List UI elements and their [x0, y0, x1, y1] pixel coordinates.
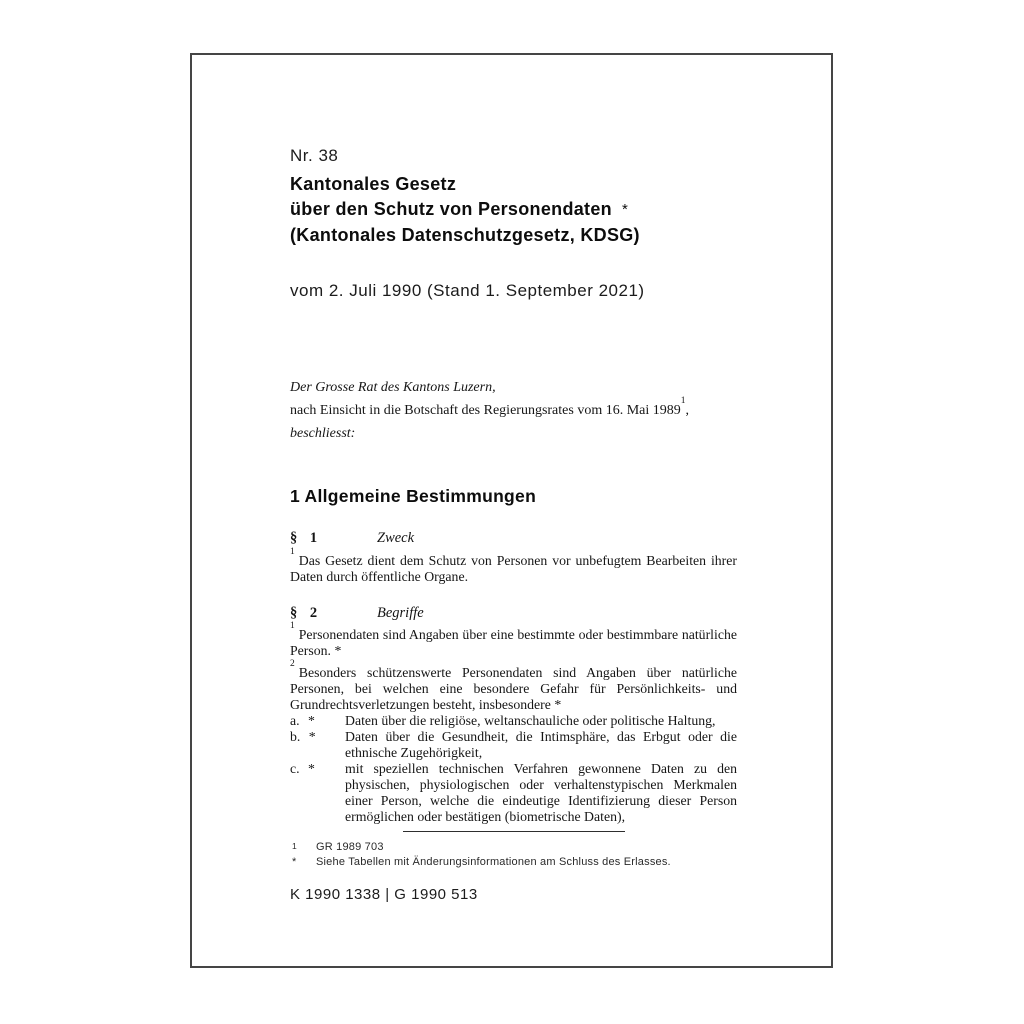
paragraph-number: 1	[290, 547, 295, 558]
doc-number: Nr. 38	[290, 146, 339, 165]
footnote-1-marker: 1	[292, 840, 297, 851]
list-item-a-marker: a. *	[290, 712, 315, 728]
list-item-a: a. * Daten über die religiöse, weltanschauliche oder politische Haltung,	[290, 712, 716, 728]
article-2-paragraph-1: $^1$Personendaten sind Angaben über eine bestimmte oder bestimmbare natürliche Person. *	[290, 621, 737, 658]
paragraph-number: 2	[290, 659, 295, 670]
footnote-divider	[403, 831, 625, 832]
article-1-head	[290, 530, 737, 547]
doc-title-line-1: Kantonales Gesetz	[290, 174, 457, 194]
document-page	[190, 53, 833, 968]
article-2-head	[290, 605, 737, 622]
article-1-title: Zweck	[377, 529, 415, 546]
preamble-enactment: beschliesst:	[290, 425, 356, 441]
preamble-authority: Der Grosse Rat des Kantons Luzern,	[290, 379, 496, 395]
list-item-c: c. * mit speziellen technischen Verfahren gewonnene Daten zu den physischen, physiologischen oder verhaltenstypischen Merkmalen einer Person, welche die eindeutige Identifizierung dieser Person ermöglichen oder bestätigen (biometrische Daten),	[290, 760, 737, 824]
title-change-marker: *	[621, 200, 629, 218]
footnotes	[290, 840, 737, 870]
publication-reference: K 1990 1338 | G 1990 513	[290, 885, 478, 903]
footnote-star-marker: *	[292, 855, 297, 868]
article-2-paragraph-2: $^2$Besonders schützenswerte Personendaten sind Angaben über natürliche Personen, bei welchen eine besondere Gefahr für Persönlichkeits- und Grundrechtsverletzungen besteht, insbesondere *	[290, 659, 737, 712]
article-1-number: § 1	[290, 529, 318, 546]
chapter-heading: 1 Allgemeine Bestimmungen	[290, 485, 537, 506]
paragraph-number: 1	[290, 621, 295, 632]
article-1-paragraph-1: $^1$Das Gesetz dient dem Schutz von Personen vor unbefugtem Bearbeiten ihrer Daten durch öffentliche Organe.	[290, 547, 737, 584]
doc-title-line-2: über den Schutz von Personendaten *	[290, 198, 629, 219]
footnote-reference-1: 1	[680, 396, 686, 407]
list-item-b-marker: b. *	[290, 728, 316, 744]
article-2-letter-list	[290, 713, 737, 825]
preamble	[290, 380, 737, 441]
footnote-star: * Siehe Tabellen mit Änderungsinformationen am Schluss des Erlasses.	[292, 855, 671, 868]
date-line: vom 2. Juli 1990 (Stand 1. September 2021)	[290, 280, 645, 300]
article-2-title: Begriffe	[377, 604, 424, 621]
article-2-number: § 2	[290, 604, 318, 621]
doc-title-line-3: (Kantonales Datenschutzgesetz, KDSG)	[290, 225, 640, 245]
doc-title	[290, 172, 737, 248]
list-item-c-marker: c. *	[290, 760, 315, 776]
preamble-botschaft: nach Einsicht in die Botschaft des Regierungsrates vom 16. Mai 1989$^1$,	[290, 396, 690, 418]
footnote-1: 1 GR 1989 703	[292, 840, 384, 853]
list-item-b: b. * Daten über die Gesundheit, die Intimsphäre, das Erbgut oder die ethnische Zugehörigkeit,	[290, 728, 737, 760]
